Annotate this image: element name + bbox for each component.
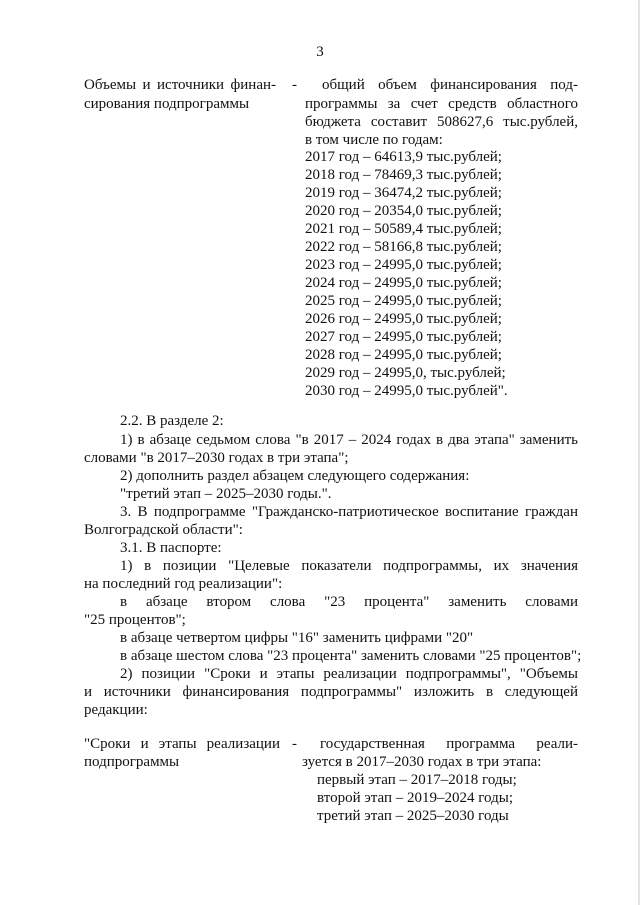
page-number: 3 <box>316 44 324 60</box>
funding-label-line-2: сирования подпрограммы <box>84 96 250 112</box>
paragraph-item-2: 2) дополнить раздел абзацем следующего содержания: <box>120 468 470 484</box>
paragraph-position-line-2: на последний год реализации": <box>84 576 283 592</box>
funding-year-2025: 2025 год – 24995,0 тыс.рублей; <box>305 293 502 309</box>
funding-text-line-4: в том числе по годам: <box>305 132 443 148</box>
funding-dash: - <box>292 77 297 93</box>
funding-year-2017: 2017 год – 64613,9 тыс.рублей; <box>305 149 502 165</box>
paragraph-second-abzac-line-1: в абзаце втором слова "23 процента" заменить словами <box>120 594 578 610</box>
paragraph-positions-line-1: 2) позиции "Сроки и этапы реализации подпрограммы", "Объемы <box>120 666 578 682</box>
paragraph-positions-line-3: редакции: <box>84 702 148 718</box>
funding-year-2029: 2029 год – 24995,0, тыс.рублей; <box>305 365 506 381</box>
terms-text-line-1: государственная программа реали- <box>320 736 578 752</box>
funding-text-line-1: общий объем финансирования под- <box>322 77 578 93</box>
funding-text-line-2: программы за счет средств областного <box>305 96 578 112</box>
funding-year-2027: 2027 год – 24995,0 тыс.рублей; <box>305 329 502 345</box>
paragraph-item-1-line-1: 1) в абзаце седьмом слова "в 2017 – 2024 годах в два этапа" заменить <box>120 432 578 448</box>
funding-year-2030: 2030 год – 24995,0 тыс.рублей". <box>305 383 508 399</box>
terms-label-line-1: "Сроки и этапы реализации <box>84 736 280 752</box>
paragraph-3-line-2: Волгоградской области": <box>84 522 243 538</box>
paragraph-second-abzac-line-2: "25 процентов"; <box>84 612 186 628</box>
funding-label-line-1: Объемы и источники финан- <box>84 77 276 93</box>
funding-year-2020: 2020 год – 20354,0 тыс.рублей; <box>305 203 502 219</box>
funding-year-2023: 2023 год – 24995,0 тыс.рублей; <box>305 257 502 273</box>
funding-year-2024: 2024 год – 24995,0 тыс.рублей; <box>305 275 502 291</box>
funding-year-2019: 2019 год – 36474,2 тыс.рублей; <box>305 185 502 201</box>
terms-stage-3: третий этап – 2025–2030 годы <box>317 808 509 824</box>
paragraph-3-1: 3.1. В паспорте: <box>120 540 222 556</box>
paragraph-item-1-line-2: словами "в 2017–2030 годах в три этапа"; <box>84 450 349 466</box>
paragraph-sixth-abzac: в абзаце шестом слова "23 процента" заменить словами "25 процентов"; <box>120 648 582 664</box>
paragraph-positions-line-2: и источники финансирования подпрограммы" изложить в следующей <box>84 684 578 700</box>
funding-text-line-3: бюджета составит 508627,6 тыс.рублей, <box>305 114 578 130</box>
paragraph-position-line-1: 1) в позиции "Целевые показатели подпрограммы, их значения <box>120 558 578 574</box>
paragraph-3-line-1: 3. В подпрограмме "Гражданско-патриотическое воспитание граждан <box>120 504 578 520</box>
paragraph-third-stage: "третий этап – 2025–2030 годы.". <box>120 486 332 502</box>
terms-text-line-2: зуется в 2017–2030 годах в три этапа: <box>302 754 542 770</box>
paragraph-fourth-abzac: в абзаце четвертом цифры "16" заменить цифрами "20" <box>120 630 474 646</box>
funding-year-2018: 2018 год – 78469,3 тыс.рублей; <box>305 167 502 183</box>
funding-year-2022: 2022 год – 58166,8 тыс.рублей; <box>305 239 502 255</box>
terms-stage-1: первый этап – 2017–2018 годы; <box>317 772 517 788</box>
terms-stage-2: второй этап – 2019–2024 годы; <box>317 790 513 806</box>
funding-year-2028: 2028 год – 24995,0 тыс.рублей; <box>305 347 502 363</box>
funding-year-2026: 2026 год – 24995,0 тыс.рублей; <box>305 311 502 327</box>
terms-label-line-2: подпрограммы <box>84 754 180 770</box>
paragraph-2-2: 2.2. В разделе 2: <box>120 413 224 429</box>
funding-year-2021: 2021 год – 50589,4 тыс.рублей; <box>305 221 502 237</box>
terms-dash: - <box>292 736 297 752</box>
